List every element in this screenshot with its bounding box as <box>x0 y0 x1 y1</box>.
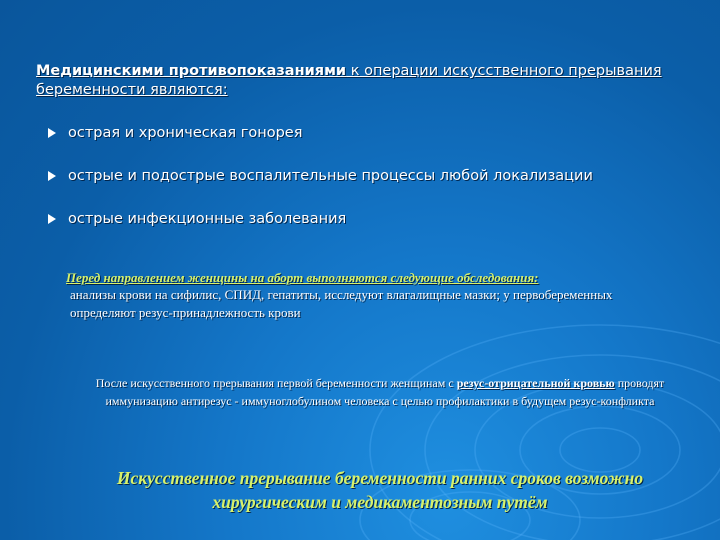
contraindications-list <box>48 122 688 251</box>
bullet-arrow-icon <box>48 214 56 224</box>
contraindications-heading <box>36 62 676 100</box>
list-item <box>48 122 688 144</box>
examinations-text: анализы крови на сифилис, СПИД, гепатиты, исследуют влагалищные мазки; у первобеременных определяют резус-принадлежность крови <box>70 287 613 320</box>
list-item <box>48 165 688 187</box>
list-item-text: острая и хроническая гонорея <box>68 125 303 141</box>
rh-text-before: После искусственного прерывания первой беременности женщинам с <box>95 376 457 390</box>
rh-text-after: проводят иммунизацию антирезус - иммуноглобулином человека с целью профилактики в будущем резус-конфликта <box>105 376 665 408</box>
heading-bold-part: Медицинскими противопоказаниями <box>36 63 347 79</box>
bullet-arrow-icon <box>48 171 56 181</box>
bullet-arrow-icon <box>48 128 56 138</box>
examinations-block <box>66 270 666 322</box>
rh-negative-blood: резус-отрицательной кровью <box>456 376 615 390</box>
list-item-text: острые инфекционные заболевания <box>68 211 347 227</box>
conclusion-text: Искусственное прерывание беременности ранних сроков возможно хирургическим и медикаментозным путём <box>116 468 644 512</box>
examinations-title: Перед направлением женщины на аборт выполняются следующие обследования: <box>66 270 539 285</box>
list-item-text: острые и подострые воспалительные процессы любой локализации <box>68 168 593 184</box>
heading-rest: к операции искусственного прерывания беременности являются: <box>36 63 662 98</box>
rh-immunization-note <box>70 374 690 410</box>
list-item <box>48 208 688 230</box>
